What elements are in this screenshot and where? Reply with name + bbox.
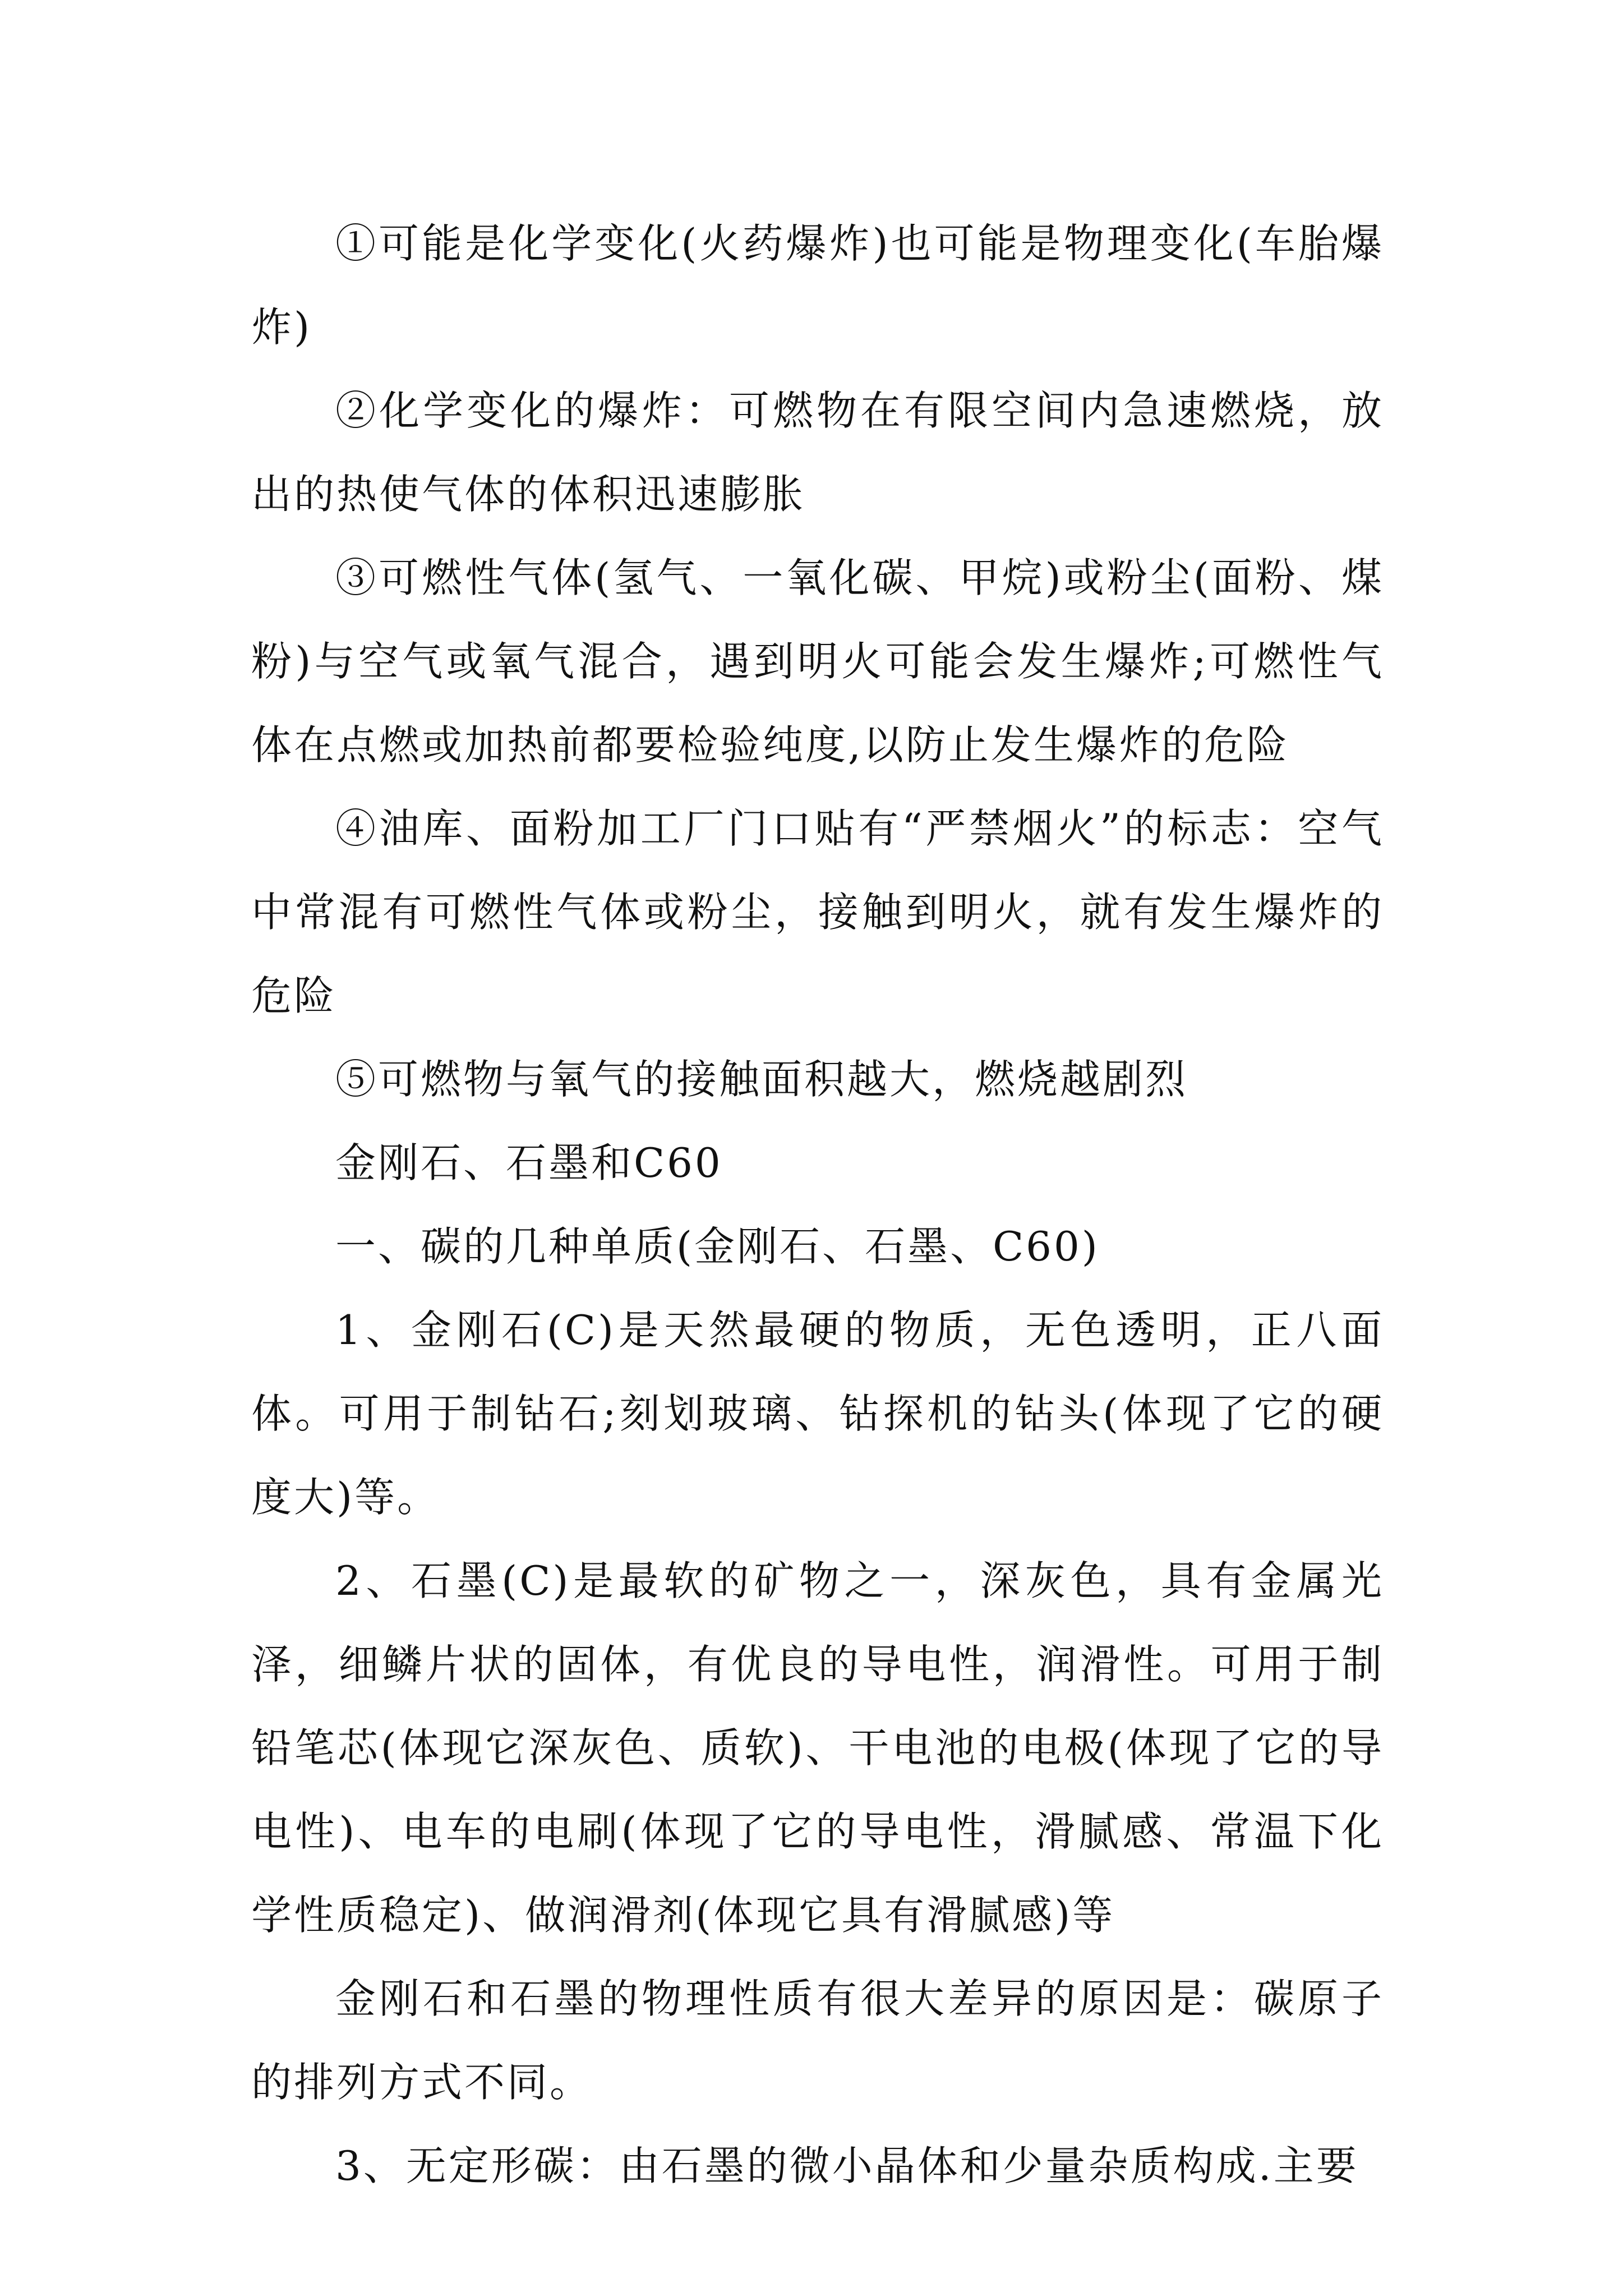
- paragraph-diamond: 1、金刚石(C)是天然最硬的物质，无色透明，正八面体。可用于制钻石;刻划玻璃、钻探机的钻头(体现了它的硬度大)等。: [251, 1306, 1384, 1521]
- paragraph-contact-area: ⑤可燃物与氧气的接触面积越大，燃烧越剧烈: [335, 1056, 1188, 1103]
- paragraph-explosion-types: ①可能是化学变化(火药爆炸)也可能是物理变化(车胎爆炸): [251, 220, 1384, 351]
- section-heading-carbon: 金刚石、石墨和C60: [335, 1139, 723, 1186]
- subheading-carbon-elements: 一、碳的几种单质(金刚石、石墨、C60): [335, 1223, 1100, 1270]
- paragraph-no-fire-sign: ④油库、面粉加工厂门口贴有“严禁烟火”的标志：空气中常混有可燃性气体或粉尘，接触到明火，就有发生爆炸的危险: [251, 805, 1384, 1019]
- paragraph-chemical-explosion: ②化学变化的爆炸：可燃物在有限空间内急速燃烧，放出的热使气体的体积迅速膨胀: [251, 387, 1384, 518]
- paragraph-difference-reason: 金刚石和石墨的物理性质有很大差异的原因是：碳原子的排列方式不同。: [251, 1975, 1384, 2106]
- paragraph-amorphous-carbon: 3、无定形碳：由石墨的微小晶体和少量杂质构成.主要: [335, 2142, 1359, 2189]
- document-body: [251, 202, 1384, 2208]
- paragraph-flammable-gas: ③可燃性气体(氢气、一氧化碳、甲烷)或粉尘(面粉、煤粉)与空气或氧气混合，遇到明火可能会发生爆炸;可燃性气体在点燃或加热前都要检验纯度,以防止发生爆炸的危险: [251, 554, 1384, 769]
- paragraph-graphite: 2、石墨(C)是最软的矿物之一，深灰色，具有金属光泽，细鳞片状的固体，有优良的导电性，润滑性。可用于制铅笔芯(体现它深灰色、质软)、干电池的电极(体现了它的导电性)、电车的电刷(体现了它的导电性，滑腻感、常温下化学性质稳定)、做润滑剂(体现它具有滑腻感)等: [251, 1557, 1384, 1939]
